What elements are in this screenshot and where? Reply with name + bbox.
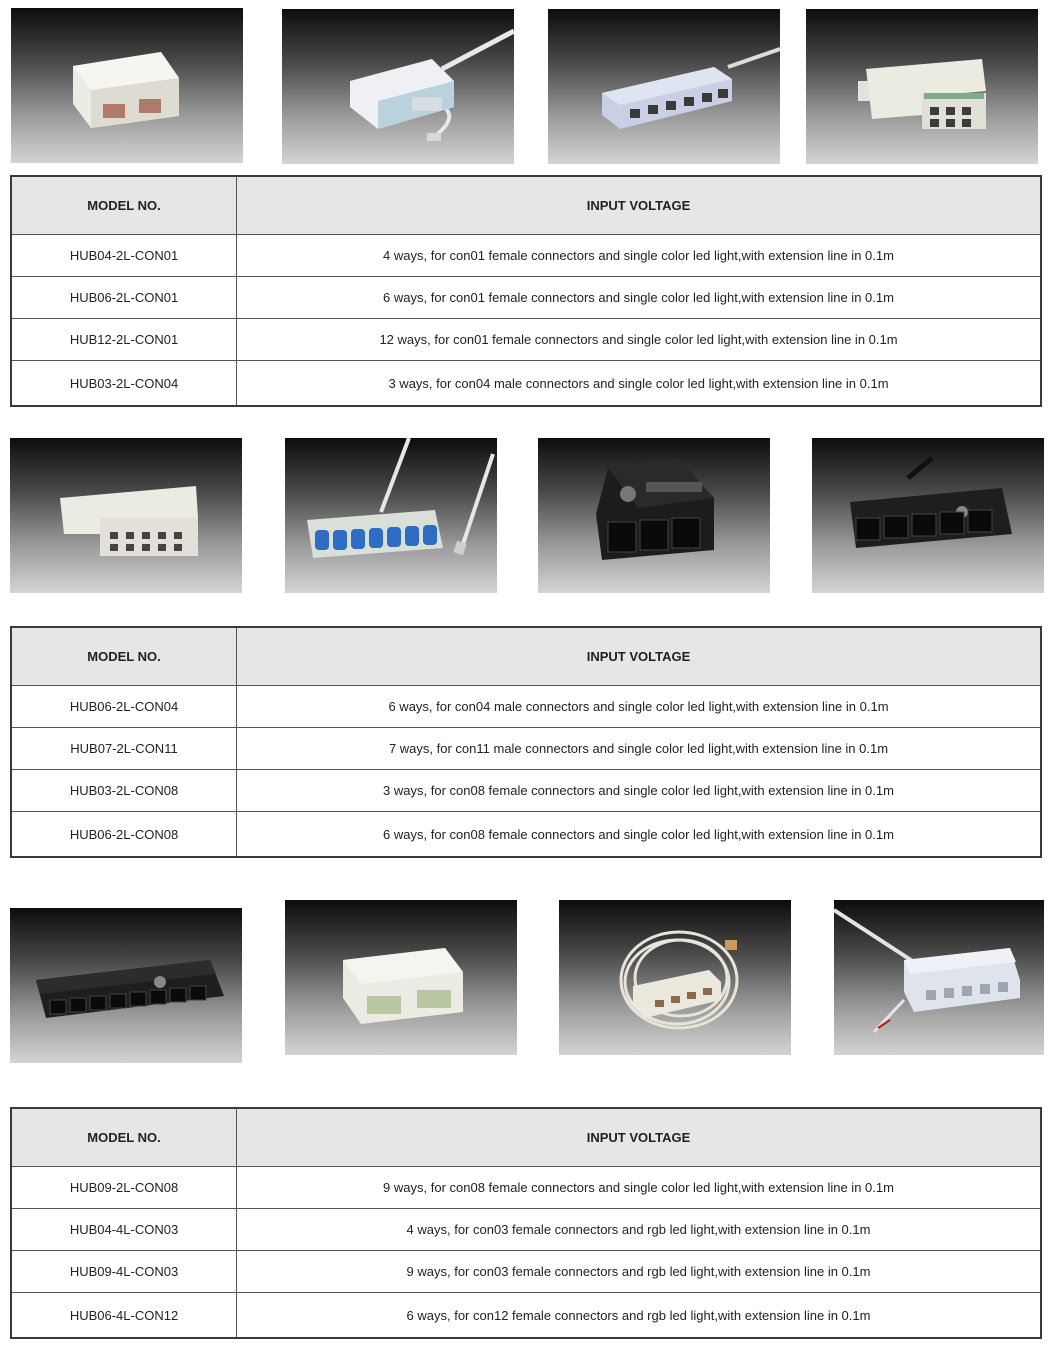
model-cell: HUB06-2L-CON08: [11, 812, 237, 858]
description-cell: 6 ways, for con01 female connectors and single color led light,with extension line in 0.1m: [237, 277, 1042, 319]
description-cell: 6 ways, for con04 male connectors and single color led light,with extension line in 0.1m: [237, 686, 1042, 728]
spec-table-3: [10, 1107, 1042, 1339]
product-photo-1: [11, 8, 243, 163]
description-cell: 3 ways, for con08 female connectors and single color led light,with extension line in 0.1m: [237, 770, 1042, 812]
description-cell: 3 ways, for con04 male connectors and single color led light,with extension line in 0.1m: [237, 361, 1042, 407]
table-header-row: [11, 627, 1041, 686]
voltage-column-header: INPUT VOLTAGE: [237, 1108, 1042, 1167]
product-photo-4: [806, 9, 1038, 164]
description-cell: 7 ways, for con11 male connectors and single color led light,with extension line in 0.1m: [237, 728, 1042, 770]
description-cell: 12 ways, for con01 female connectors and single color led light,with extension line in 0.1m: [237, 319, 1042, 361]
table-row: [11, 361, 1041, 407]
description-cell: 4 ways, for con01 female connectors and single color led light,with extension line in 0.1m: [237, 235, 1042, 277]
product-photo-8: [812, 438, 1044, 593]
table-row: [11, 277, 1041, 319]
product-photo-5: [10, 438, 242, 593]
model-cell: HUB09-2L-CON08: [11, 1167, 237, 1209]
spec-table-2: [10, 626, 1042, 858]
table-row: [11, 728, 1041, 770]
product-photo-10: [285, 900, 517, 1055]
voltage-column-header: INPUT VOLTAGE: [237, 176, 1042, 235]
description-cell: 6 ways, for con08 female connectors and single color led light,with extension line in 0.1m: [237, 812, 1042, 858]
product-photo-3: [548, 9, 780, 164]
model-cell: HUB07-2L-CON11: [11, 728, 237, 770]
table-row: [11, 1251, 1041, 1293]
description-cell: 9 ways, for con03 female connectors and rgb led light,with extension line in 0.1m: [237, 1251, 1042, 1293]
product-photo-11: [559, 900, 791, 1055]
table-row: [11, 686, 1041, 728]
product-photo-2: [282, 9, 514, 164]
voltage-column-header: INPUT VOLTAGE: [237, 627, 1042, 686]
model-cell: HUB04-4L-CON03: [11, 1209, 237, 1251]
table-row: [11, 319, 1041, 361]
model-column-header: MODEL NO.: [11, 176, 237, 235]
table-header-row: [11, 176, 1041, 235]
description-cell: 9 ways, for con08 female connectors and single color led light,with extension line in 0.1m: [237, 1167, 1042, 1209]
model-cell: HUB06-2L-CON01: [11, 277, 237, 319]
model-column-header: MODEL NO.: [11, 1108, 237, 1167]
table-row: [11, 1293, 1041, 1339]
product-photo-12: [834, 900, 1044, 1055]
table-row: [11, 812, 1041, 858]
model-cell: HUB04-2L-CON01: [11, 235, 237, 277]
description-cell: 6 ways, for con12 female connectors and rgb led light,with extension line in 0.1m: [237, 1293, 1042, 1339]
table-row: [11, 770, 1041, 812]
description-cell: 4 ways, for con03 female connectors and rgb led light,with extension line in 0.1m: [237, 1209, 1042, 1251]
model-cell: HUB06-2L-CON04: [11, 686, 237, 728]
product-photo-7: [538, 438, 770, 593]
product-photo-6: [285, 438, 497, 593]
table-header-row: [11, 1108, 1041, 1167]
table-row: [11, 1167, 1041, 1209]
spec-table-1: [10, 175, 1042, 407]
table-row: [11, 1209, 1041, 1251]
model-column-header: MODEL NO.: [11, 627, 237, 686]
model-cell: HUB03-2L-CON08: [11, 770, 237, 812]
table-row: [11, 235, 1041, 277]
model-cell: HUB06-4L-CON12: [11, 1293, 237, 1339]
model-cell: HUB09-4L-CON03: [11, 1251, 237, 1293]
model-cell: HUB12-2L-CON01: [11, 319, 237, 361]
model-cell: HUB03-2L-CON04: [11, 361, 237, 407]
product-photo-9: [10, 908, 242, 1063]
